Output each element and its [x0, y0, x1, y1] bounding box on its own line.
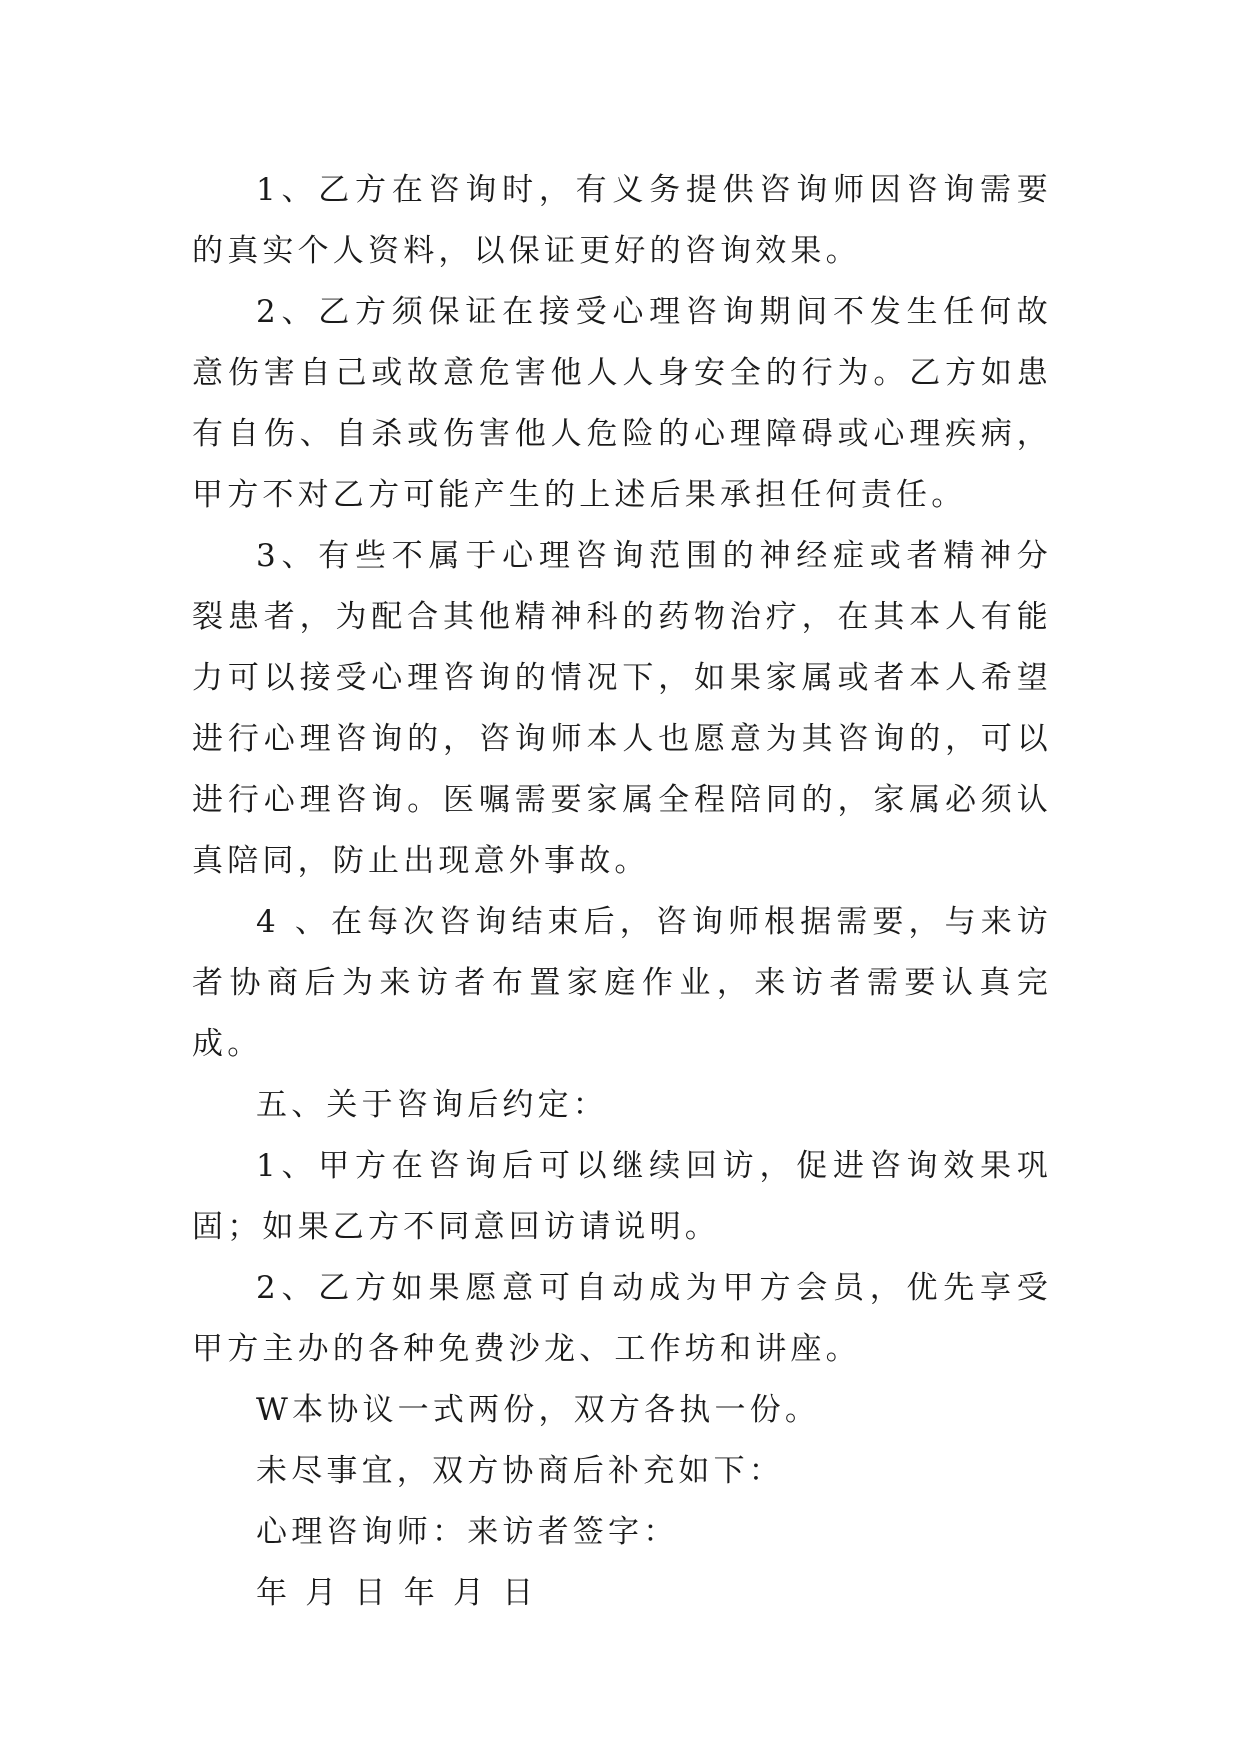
copies-statement: W本协议一式两份，双方各执一份。	[256, 1392, 821, 1428]
document-body	[192, 160, 1052, 1624]
clause-1-provide-info: 1、乙方在咨询时，有义务提供咨询师因咨询需要的真实个人资料，以保证更好的咨询效果。	[192, 172, 1052, 269]
signature-line: 心理咨询师：来访者签字：	[256, 1514, 679, 1550]
date-line: 年 月 日 年 月 日	[256, 1575, 538, 1611]
supplement-statement: 未尽事宜，双方协商后补充如下：	[256, 1453, 784, 1489]
clause-3-psychiatric: 3、有些不属于心理咨询范围的神经症或者精神分裂患者，为配合其他精神科的药物治疗，在其本人有能力可以接受心理咨询的情况下，如果家属或者本人希望进行心理咨询的，咨询师本人也愿意为其咨询的，可以进行心理咨询。医嘱需要家属全程陪同的，家属必须认真陪同，防止出现意外事故。	[192, 538, 1052, 879]
clause-4-homework: 4 、在每次咨询结束后，咨询师根据需要，与来访者协商后为来访者布置家庭作业，来访者需要认真完成。	[192, 904, 1052, 1062]
clause-2-safety: 2、乙方须保证在接受心理咨询期间不发生任何故意伤害自己或故意危害他人人身安全的行为。乙方如患有自伤、自杀或伤害他人危险的心理障碍或心理疾病，甲方不对乙方可能产生的上述后果承担任何责任。	[192, 294, 1052, 513]
section-5-clause-2-membership: 2、乙方如果愿意可自动成为甲方会员，优先享受甲方主办的各种免费沙龙、工作坊和讲座。	[192, 1270, 1052, 1367]
section-5-clause-1-followup: 1、甲方在咨询后可以继续回访，促进咨询效果巩固；如果乙方不同意回访请说明。	[192, 1148, 1052, 1245]
section-5-heading: 五、关于咨询后约定：	[256, 1087, 608, 1123]
